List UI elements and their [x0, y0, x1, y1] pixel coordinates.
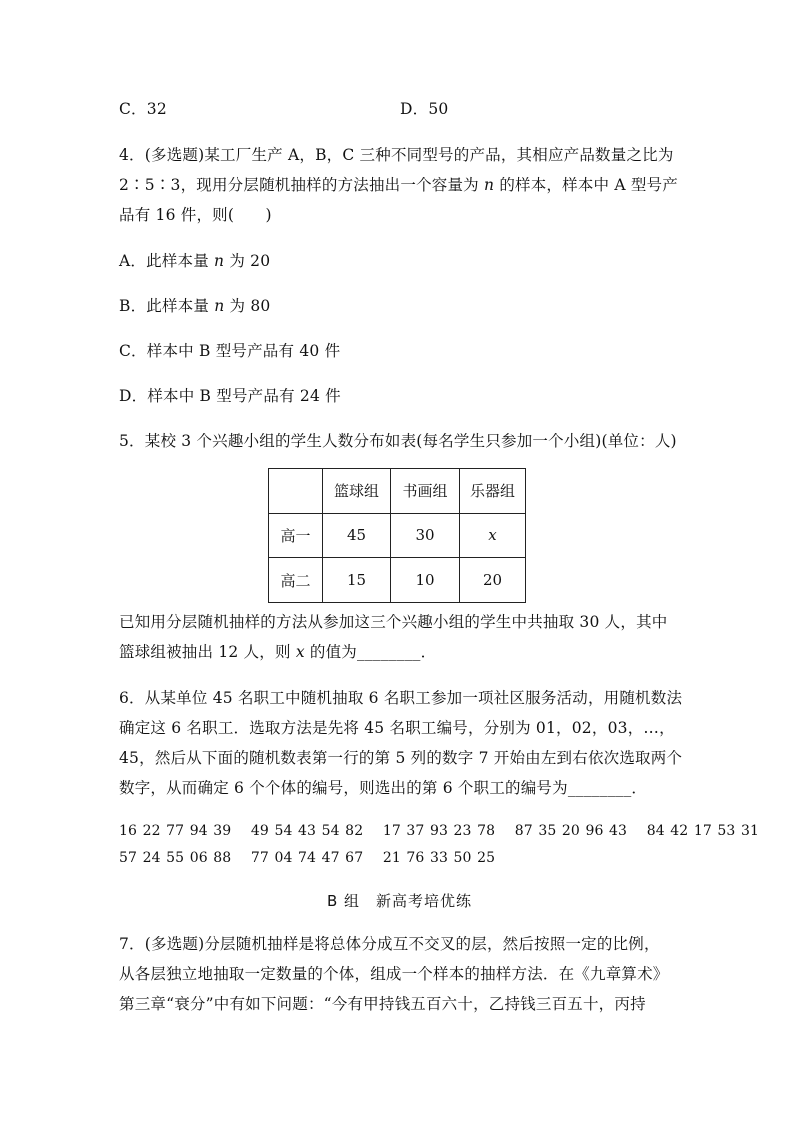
q7-line2: 从各层独立地抽取一定数量的个体，组成一个样本的抽样方法．在《九章算术》 [119, 965, 669, 983]
q5-after-line1: 已知用分层随机抽样的方法从参加这三个兴趣小组的学生中共抽取 30 人，其中 [119, 613, 668, 631]
variable-n: n [484, 176, 495, 194]
q5-after-line2 [119, 640, 436, 662]
q4-option-c: C．样本中 B 型号产品有 40 件 [119, 342, 341, 360]
q6-line1: 6．从某单位 45 名职工中随机抽取 6 名职工参加一项社区服务活动，用随机数法 [119, 689, 683, 707]
table-header-row [269, 469, 526, 514]
table-cell: 30 [391, 513, 460, 558]
table-cell: 高二 [269, 558, 323, 603]
q5-intro: 5．某校 3 个兴趣小组的学生人数分布如表(每名学生只参加一个小组)(单位：人) [119, 432, 677, 450]
q4-line1: 4．(多选题)某工厂生产 A，B，C 三种不同型号的产品，其相应产品数量之比为 [119, 146, 674, 164]
table-cell: 高一 [269, 513, 323, 558]
q4-line2-text-end: 的样本，样本中 A 型号产 [494, 176, 678, 194]
q4-option-b-text: B．此样本量 [119, 297, 215, 315]
q4-line2-text: 2∶5∶3，现用分层随机抽样的方法抽出一个容量为 [119, 176, 485, 194]
variable-n: n [214, 297, 225, 315]
q4-line3: 品有 16 件，则( ) [119, 206, 272, 224]
q4-option-b [119, 294, 270, 316]
q4-option-a [119, 249, 270, 271]
table-header-cell: 篮球组 [323, 469, 391, 514]
q4-option-b-value: 为 80 [224, 297, 271, 315]
q5-after-line2-end: 的值为________． [304, 643, 437, 661]
q7-line1: 7．(多选题)分层随机抽样是将总体分成互不交叉的层，然后按照一定的比例， [119, 935, 660, 953]
table-cell: 45 [323, 513, 391, 558]
section-b-title: B 组 新高考培优练 [327, 892, 473, 910]
q6-line2: 确定这 6 名职工．选取方法是先将 45 名职工编号，分别为 01，02，03，…， [119, 719, 675, 737]
q5-after-line2-text: 篮球组被抽出 12 人，则 [119, 643, 296, 661]
table-cell: 20 [460, 558, 526, 603]
table-row [269, 558, 526, 603]
random-number-row-1: 16 22 77 94 39 49 54 43 54 82 17 37 93 23 78 87 35 20 96 43 84 42 17 53 31 [119, 823, 759, 839]
q4-option-d: D．样本中 B 型号产品有 24 件 [119, 387, 341, 405]
q4-option-a-value: 为 20 [224, 252, 271, 270]
random-number-row-2: 57 24 55 06 88 77 04 74 47 67 21 76 33 50 25 [119, 850, 496, 866]
option-c-prev: C．32 [119, 100, 167, 118]
table-cell: 10 [391, 558, 460, 603]
interest-group-table [268, 468, 526, 603]
variable-x: x [295, 643, 305, 661]
table-cell: 15 [323, 558, 391, 603]
table-header-cell: 书画组 [391, 469, 460, 514]
q7-line3: 第三章“衰分”中有如下问题：“今有甲持钱五百六十，乙持钱三百五十，丙持 [119, 995, 646, 1013]
q6-line4: 数字，从而确定 6 个个体的编号，则选出的第 6 个职工的编号为________． [119, 779, 648, 797]
table-header-cell: 乐器组 [460, 469, 526, 514]
q4-option-a-text: A．此样本量 [119, 252, 215, 270]
table-row [269, 513, 526, 558]
q6-line3: 45，然后从下面的随机数表第一行的第 5 列的数字 7 开始由左到右依次选取两个 [119, 749, 683, 767]
table-cell: x [460, 513, 526, 558]
table-header-cell [269, 469, 323, 514]
option-d-prev: D．50 [400, 100, 449, 118]
variable-n: n [214, 252, 225, 270]
q4-line2 [119, 173, 678, 195]
